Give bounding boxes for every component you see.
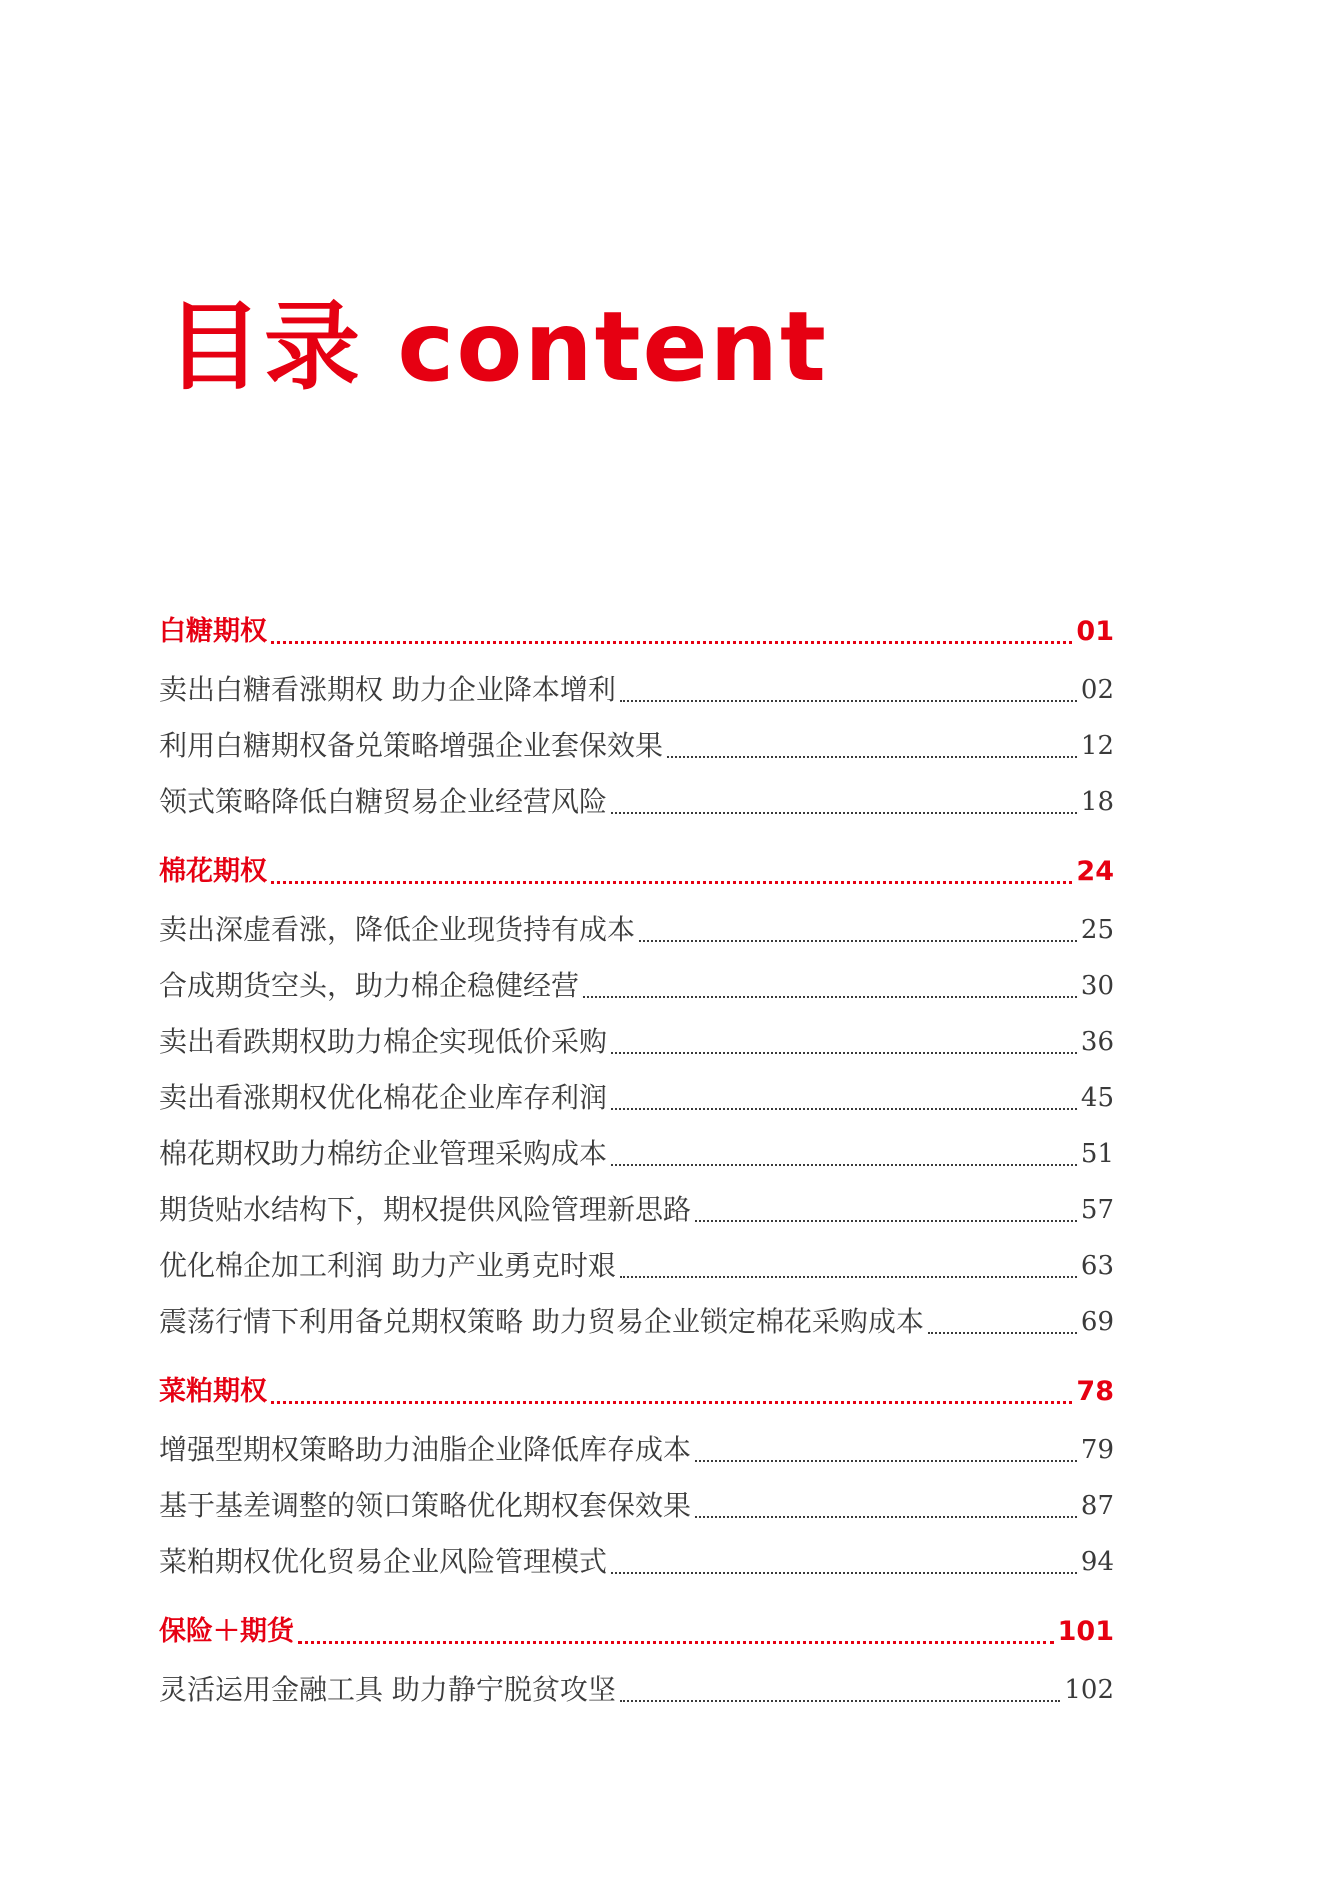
dot-leader — [611, 1572, 1077, 1574]
toc-entry-page: 30 — [1080, 971, 1114, 1001]
dot-leader — [583, 996, 1077, 998]
toc-entry[interactable] — [159, 662, 1114, 718]
toc-entry-title: 棉花期权助力棉纺企业管理采购成本 — [159, 1137, 608, 1170]
toc-section-title: 菜粕期权 — [159, 1376, 267, 1407]
toc-entry-page: 36 — [1080, 1027, 1114, 1057]
toc-entry-page: 51 — [1080, 1139, 1114, 1169]
toc-entry-page: 02 — [1080, 675, 1114, 705]
toc-entry[interactable] — [159, 718, 1114, 774]
dot-leader — [695, 1460, 1077, 1462]
toc-entry-title: 期货贴水结构下，期权提供风险管理新思路 — [159, 1193, 692, 1226]
toc-section-page: 78 — [1076, 1376, 1114, 1407]
toc-entry-page: 12 — [1080, 731, 1114, 761]
dot-leader — [271, 641, 1072, 644]
toc-entry-page: 63 — [1080, 1251, 1114, 1281]
toc-entry-page: 102 — [1064, 1675, 1114, 1705]
toc-section-title: 棉花期权 — [159, 856, 267, 887]
toc-entry-title: 利用白糖期权备兑策略增强企业套保效果 — [159, 729, 664, 762]
toc-entry[interactable] — [159, 1238, 1114, 1294]
toc-section-insurance-futures[interactable] — [159, 1612, 1114, 1652]
dot-leader — [620, 1276, 1077, 1278]
toc-section-page: 01 — [1076, 616, 1114, 647]
toc-entry-page: 18 — [1080, 787, 1114, 817]
toc-entry-page: 25 — [1080, 915, 1114, 945]
dot-leader — [667, 756, 1077, 758]
toc-entry-title: 领式策略降低白糖贸易企业经营风险 — [159, 785, 608, 818]
toc-entry[interactable] — [159, 1662, 1114, 1718]
dot-leader — [695, 1516, 1077, 1518]
toc-entry[interactable] — [159, 1422, 1114, 1478]
toc-entry-page: 87 — [1080, 1491, 1114, 1521]
toc-entry[interactable] — [159, 774, 1114, 830]
toc-entry-title: 合成期货空头，助力棉企稳健经营 — [159, 969, 580, 1002]
dot-leader — [611, 1052, 1077, 1054]
toc-entry[interactable] — [159, 902, 1114, 958]
toc-section-sugar-options[interactable] — [159, 612, 1114, 652]
toc-entry-title: 卖出看涨期权优化棉花企业库存利润 — [159, 1081, 608, 1114]
toc-entry[interactable] — [159, 1534, 1114, 1590]
dot-leader — [620, 700, 1077, 702]
dot-leader — [271, 881, 1072, 884]
dot-leader — [928, 1332, 1077, 1334]
toc-entry-title: 基于基差调整的领口策略优化期权套保效果 — [159, 1489, 692, 1522]
page-title: 目录 content — [166, 291, 828, 403]
toc-section-page: 24 — [1076, 856, 1114, 887]
toc-entry-title: 菜粕期权优化贸易企业风险管理模式 — [159, 1545, 608, 1578]
toc-section-title: 保险＋期货 — [159, 1616, 294, 1647]
dot-leader — [611, 1108, 1077, 1110]
toc-entry[interactable] — [159, 1126, 1114, 1182]
toc-entry[interactable] — [159, 1294, 1114, 1350]
dot-leader — [611, 812, 1077, 814]
toc-entry-page: 57 — [1080, 1195, 1114, 1225]
toc-section-rapeseed-meal-options[interactable] — [159, 1372, 1114, 1412]
toc-entry-page: 79 — [1080, 1435, 1114, 1465]
table-of-contents — [159, 612, 1114, 1718]
toc-entry-page: 94 — [1080, 1547, 1114, 1577]
toc-entry-title: 卖出白糖看涨期权 助力企业降本增利 — [159, 673, 616, 706]
dot-leader — [611, 1164, 1077, 1166]
toc-entry[interactable] — [159, 1014, 1114, 1070]
dot-leader — [298, 1641, 1054, 1644]
toc-entry[interactable] — [159, 958, 1114, 1014]
dot-leader — [620, 1700, 1060, 1702]
toc-entry[interactable] — [159, 1478, 1114, 1534]
toc-entry-title: 震荡行情下利用备兑期权策略 助力贸易企业锁定棉花采购成本 — [159, 1305, 924, 1338]
toc-section-title: 白糖期权 — [159, 616, 267, 647]
dot-leader — [639, 940, 1077, 942]
dot-leader — [695, 1220, 1077, 1222]
toc-section-cotton-options[interactable] — [159, 852, 1114, 892]
toc-entry-title: 优化棉企加工利润 助力产业勇克时艰 — [159, 1249, 616, 1282]
dot-leader — [271, 1401, 1072, 1404]
toc-entry[interactable] — [159, 1070, 1114, 1126]
toc-entry-title: 卖出深虚看涨，降低企业现货持有成本 — [159, 913, 636, 946]
toc-entry-page: 69 — [1080, 1307, 1114, 1337]
toc-entry-title: 卖出看跌期权助力棉企实现低价采购 — [159, 1025, 608, 1058]
toc-entry-page: 45 — [1080, 1083, 1114, 1113]
toc-entry[interactable] — [159, 1182, 1114, 1238]
toc-entry-title: 灵活运用金融工具 助力静宁脱贫攻坚 — [159, 1673, 616, 1706]
toc-section-page: 101 — [1057, 1616, 1114, 1647]
toc-entry-title: 增强型期权策略助力油脂企业降低库存成本 — [159, 1433, 692, 1466]
